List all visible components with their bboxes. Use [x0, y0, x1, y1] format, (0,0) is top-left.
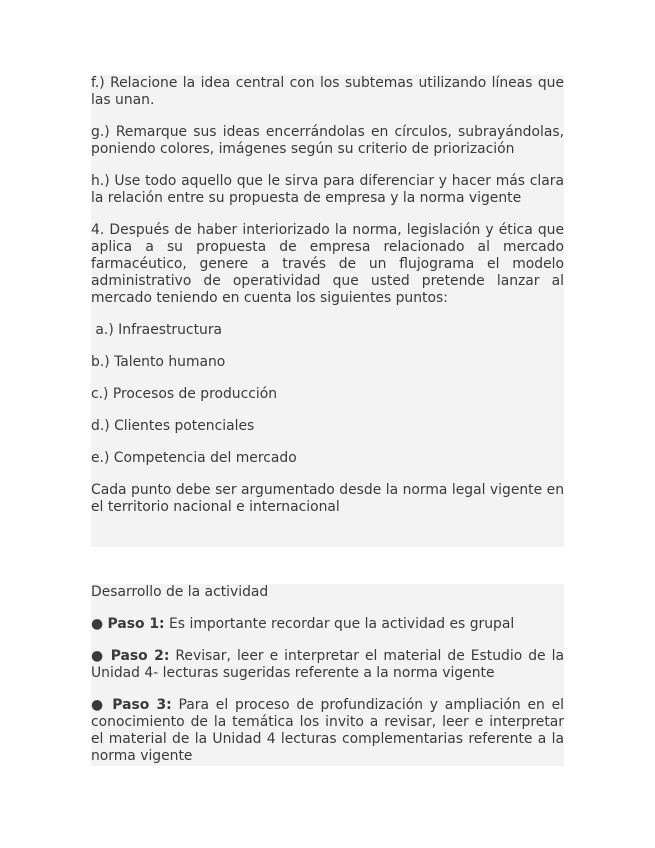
point-d: d.) Clientes potenciales: [91, 418, 255, 434]
step-text: Es importante recordar que la actividad es grupal: [164, 616, 515, 632]
point-b: b.) Talento humano: [91, 354, 226, 370]
point-c: c.) Procesos de producción: [91, 386, 278, 402]
point-a: a.) Infraestructura: [91, 322, 223, 338]
step-label: Paso 2:: [110, 648, 170, 664]
item-g: g.) Remarque sus ideas encerrándolas en círculos, subrayándolas, poniendo colores, imágenes según su criterio de priorización: [91, 124, 564, 157]
step-3: [91, 697, 564, 765]
step-label: Paso 1:: [107, 616, 165, 632]
bullet-icon: ●: [91, 697, 106, 713]
step-text: Revisar, leer e interpretar el material de Estudio de la Unidad 4- lecturas sugeridas referente a la norma vigente: [91, 648, 564, 681]
item-h: h.) Use todo aquello que le sirva para diferenciar y hacer más clara la relación entre su propuesta de empresa y la norma vigente: [91, 173, 564, 206]
step-2: [91, 648, 564, 682]
item-f: f.) Relacione la idea central con los subtemas utilizando líneas que las unan.: [91, 75, 564, 108]
point-e: e.) Competencia del mercado: [91, 450, 297, 466]
step-label: Paso 3:: [112, 697, 172, 713]
activity-block: [91, 584, 564, 766]
bullet-icon: ●: [91, 648, 105, 664]
step-1: [91, 616, 564, 633]
step-text: Para el proceso de profundización y ampliación en el conocimiento de la temática los invito a revisar, leer e interpretar el material de la Unidad 4 lecturas complementarias referente a la norma vigente: [91, 697, 565, 764]
section-heading: Desarrollo de la actividad: [91, 584, 269, 600]
closing-paragraph: Cada punto debe ser argumentado desde la norma legal vigente en el territorio nacional e internacional: [91, 482, 564, 515]
instructions-block: [91, 75, 564, 547]
bullet-icon: ●: [91, 616, 104, 632]
point-4: 4. Después de haber interiorizado la norma, legislación y ética que aplica a su propuesta de empresa relacionado al mercado farmacéutico, genere a través de un flujograma el modelo administrativo de operatividad que usted pretende lanzar al mercado teniendo en cuenta los siguientes puntos:: [91, 222, 564, 306]
